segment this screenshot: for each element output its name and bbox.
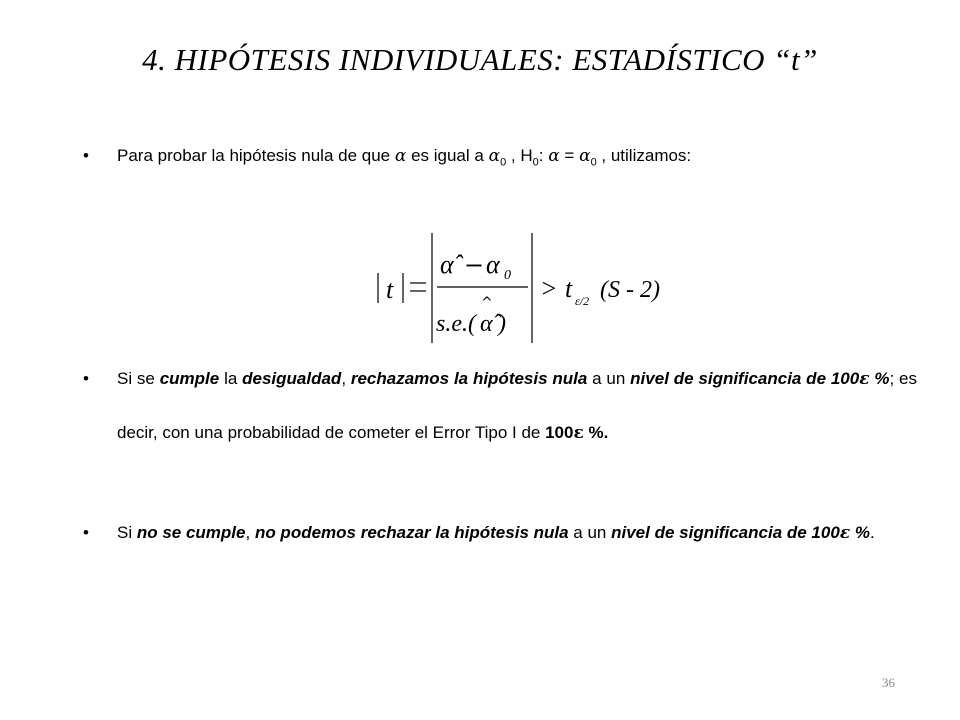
b1-text-a: Para probar la hipótesis nula de que (117, 146, 395, 165)
b3-percent: % (850, 523, 870, 542)
page-number: 36 (882, 675, 895, 690)
minus-sign: − (464, 251, 485, 279)
b2-hundred: 100 (545, 423, 574, 442)
b3-comma: , (245, 523, 255, 542)
alpha0-subscript: 0 (500, 156, 507, 169)
b3-no-podemos: no podemos rechazar la hipótesis nula (254, 523, 569, 542)
bullet-3-text (117, 506, 917, 560)
alpha0-subscript-b: 0 (590, 156, 597, 169)
b1-text-b: es igual a (406, 146, 489, 165)
hat-mark: ^ (481, 295, 493, 311)
bullet-1-marker: • (83, 146, 89, 165)
b2-cumple: cumple (159, 369, 220, 388)
slide-title: 4. HIPÓTESIS INDIVIDUALES: ESTADÍSTICO “t” (142, 42, 818, 77)
b3-signif: significancia de 100 (679, 523, 840, 542)
alpha-symbol: α (394, 146, 407, 166)
b2-comma: , (341, 369, 351, 388)
bullet-3-marker: • (83, 523, 89, 542)
close-paren: ) (498, 311, 506, 337)
h0-subscript: 0 (532, 156, 539, 169)
b1-text-c: , H (506, 146, 533, 165)
b2-epsilon: ε (859, 369, 870, 389)
alpha-hat-numerator: α̂ (440, 250, 454, 279)
bullet-2-marker: • (83, 369, 89, 388)
b2-epsilon-2: ε (573, 423, 584, 443)
b2-la: la (219, 369, 243, 388)
degrees-freedom: (S - 2) (600, 277, 660, 303)
b3-epsilon: ε (839, 523, 851, 543)
alpha-sub0: 0 (504, 268, 511, 283)
b2-rest: ; es decir, con una probabilidad de cometer el Error Tipo I de (117, 369, 917, 442)
b2-percent-2: %. (583, 423, 609, 442)
b3-no-cumple: no se cumple (136, 523, 246, 542)
alpha-hat-denominator: α̂ (480, 311, 493, 337)
bullet-1-text (117, 146, 917, 168)
equals-sign: = (559, 146, 580, 165)
b2-desigualdad: desigualdad (242, 369, 342, 388)
b3-dot: . (870, 523, 875, 542)
t-subscript: ε/2 (575, 294, 590, 308)
t-variable: t (386, 275, 394, 304)
b3-si: Si (117, 523, 137, 542)
t-critical: t (565, 274, 573, 303)
alpha0-symbol-b: α (579, 146, 591, 166)
b3-a-un: a un (568, 523, 612, 542)
b2-rechazamos: rechazamos la hipótesis nula (350, 369, 588, 388)
b2-a-un: a un (587, 369, 631, 388)
greater-than: > (540, 274, 558, 303)
alpha-numerator: α (486, 250, 500, 279)
b2-nivel: nivel de significancia de 100 (630, 369, 860, 388)
b1-text-d: : (538, 146, 549, 165)
b1-text-e: , utilizamos: (596, 146, 692, 165)
bullet-2-text (117, 352, 917, 460)
b3-nivel: nivel de (611, 523, 675, 542)
alpha-symbol-b: α (548, 146, 560, 166)
b2-si: Si se (117, 369, 160, 388)
alpha0-symbol: α (488, 146, 501, 166)
se-label: s.e.( (436, 311, 476, 337)
b2-percent: % (869, 369, 890, 388)
t-statistic-formula (370, 225, 690, 350)
